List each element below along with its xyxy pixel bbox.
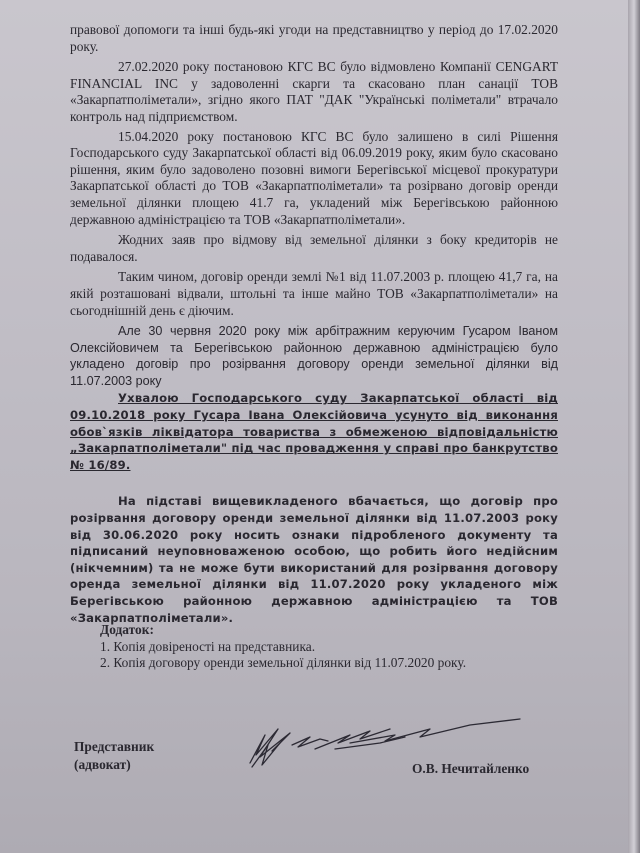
appendix-item: 2. Копія договору оренди земельної ділянки від 11.07.2020 року. [100, 655, 467, 671]
signer-role-title: Представник [74, 739, 155, 754]
paragraph-cassation-ruling: 27.02.2020 року постановою КГС ВС було відмовлено Компанії CENGART FINANCIAL INC у задоволенні скарги та скасовано план санації ТОВ «Закарпатполіметали», згідно якого ПАТ "ДАК "Українські поліметали" втрачало контроль над підприємством. [70, 59, 558, 124]
paragraph-conclusion: На підставі вищевикладеного вбачається, що договір про розірвання договору оренди земельної ділянки від 11.07.2003 року від 30.06.2020 року носить ознаки підробленого документу та підписаний неуповноваженою особою, що робить його недійсним (нікчемним) та не може бути використаний для розірвання договору оренда земельної ділянки від 11.07.2020 року укладеного між Берегівською районною державною адміністрацією та ТОВ «Закарпатполіметали». [70, 494, 558, 625]
appendix [100, 622, 466, 672]
appendix-title: Додаток: [100, 622, 154, 637]
paragraph-lease-valid: Таким чином, договір оренди землі №1 від 11.07.2003 р. площею 41,7 га, на якій розташовані відвали, штольні та інше майно ТОВ «Закарпатполіметали» на сьогоднішній день є діючим. [70, 269, 558, 318]
appendix-item: 1. Копія довіреності на представника. [100, 638, 316, 654]
signer-role [74, 738, 154, 774]
page-edge [628, 0, 640, 853]
signer-name: О.В. Нечитайленко [412, 761, 530, 776]
paragraph-court-decision: 15.04.2020 року постановою КГС ВС було залишено в силі Рішення Господарського суду Закарпатської області від 06.09.2019 року, яким було скасовано рішення, яким було задоволено позовні вимоги Берегівської місцевої прокуратури Закарпатської області до ТОВ «Закарпатполіметали» та розірвано договір оренди земельної ділянки площею 41.7 га, укладений між Берегівською районною державною адміністрацією та ТОВ «Закарпатполіметали». [70, 128, 558, 227]
document-body [70, 22, 558, 626]
paragraph-court-ruling-underlined: Ухвалою Господарського суду Закарпатської області від 09.10.2018 року Гусара Івана Олексійовича усунуто від виконання обов`язків ліквідатора товариства з обмеженою відповідальністю „Закарпатполіметали" під час провадження у справі про банкрутство № 16/89. [70, 391, 558, 472]
signer-role-subtitle: (адвокат) [74, 757, 131, 772]
paragraph-termination-agreement: Але 30 червня 2020 року між арбітражним керуючим Гусаром Іваном Олексійовичем та Берегівською районною державною адміністрацією було укладено договір про розірвання договору оренди земельної ділянки від 11.07.2003 року [70, 324, 558, 388]
paragraph-no-claims: Жодних заяв про відмову від земельної ділянки з боку кредиторів не подавалося. [70, 232, 558, 264]
paragraph-continuation: правової допомоги та інші будь-які угоди на представництво у період до 17.02.2020 року. [70, 22, 558, 54]
